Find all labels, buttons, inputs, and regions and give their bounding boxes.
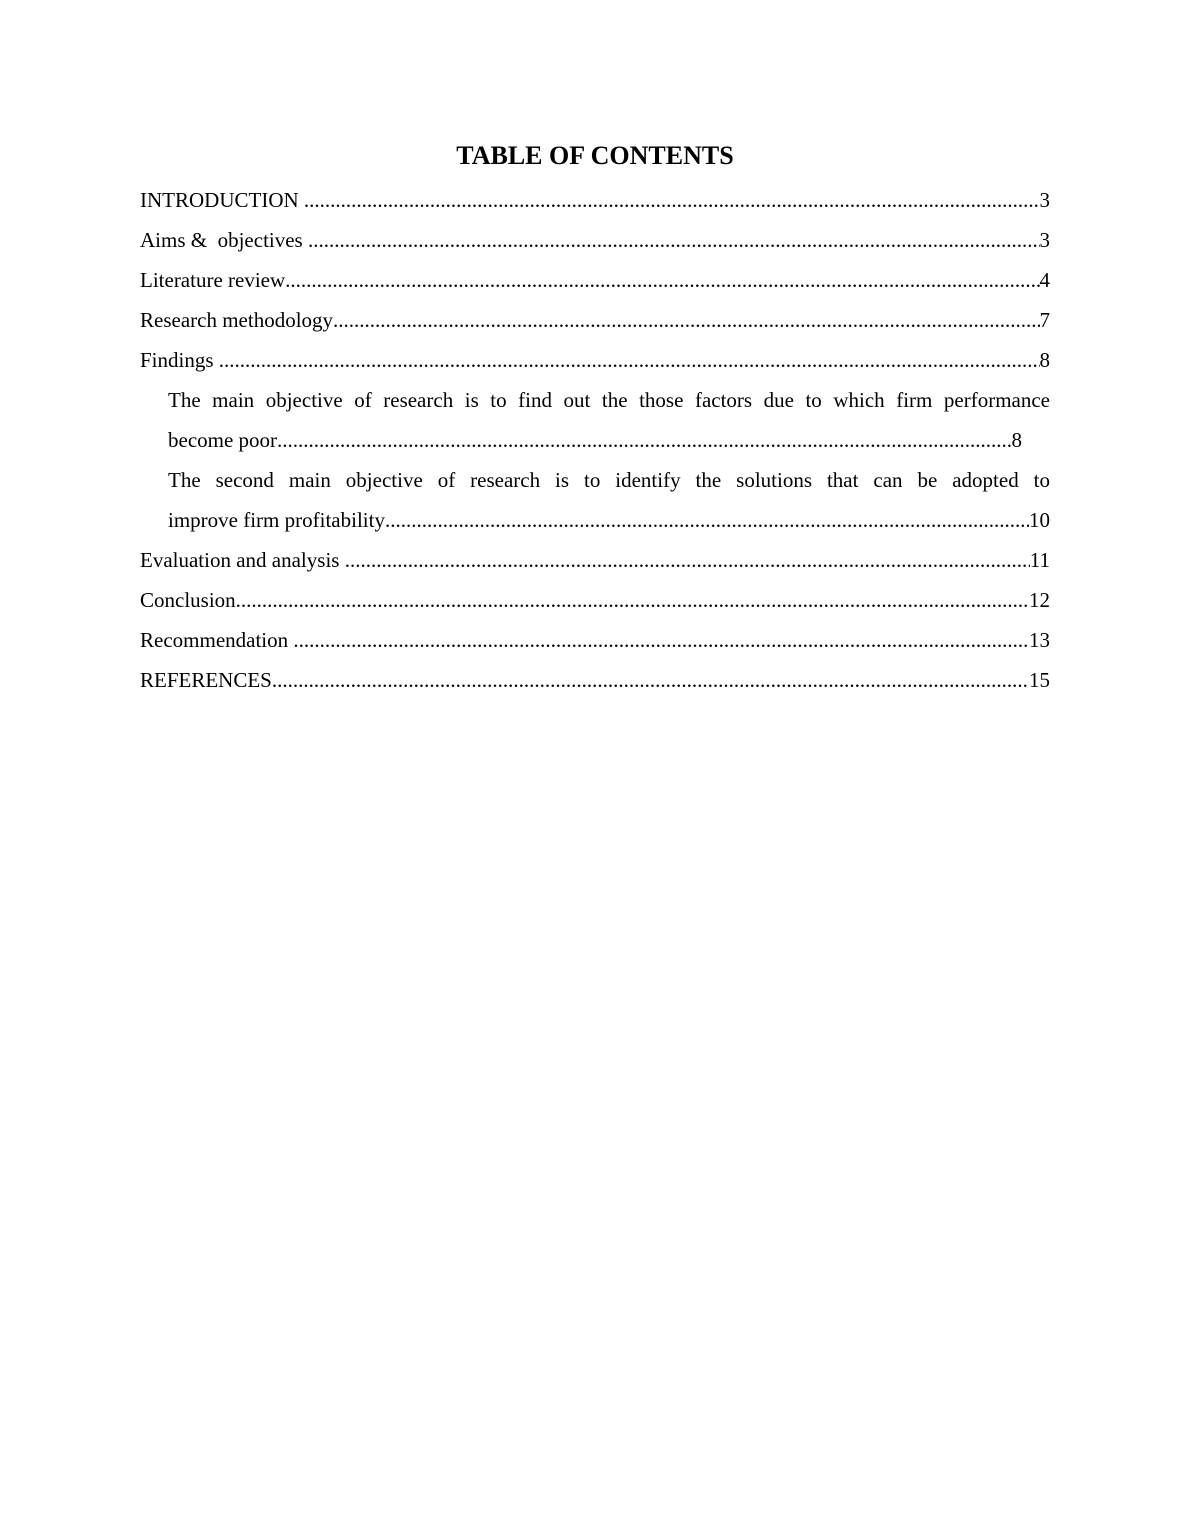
toc-entry-page: 11 bbox=[1029, 548, 1050, 572]
toc-entry-page: 4 bbox=[1039, 268, 1050, 292]
toc-entry-recommendation[interactable] bbox=[140, 620, 1050, 660]
toc-entry-label: REFERENCES bbox=[140, 668, 272, 692]
toc-entry-label: Research methodology bbox=[140, 308, 334, 332]
toc-entry-page: 12 bbox=[1029, 588, 1050, 612]
toc-subentry-text-line1: The main objective of research is to find out the those factors due to which firm performance bbox=[168, 388, 1050, 412]
toc-entry-page: 13 bbox=[1029, 628, 1050, 652]
toc-subentry-continuation bbox=[168, 420, 1022, 460]
toc-entry-label: Literature review bbox=[140, 268, 286, 292]
toc-entry-page: 7 bbox=[1039, 308, 1050, 332]
toc-entry-conclusion[interactable] bbox=[140, 580, 1050, 620]
toc-subentry-text-line2: improve firm profitability bbox=[168, 508, 385, 532]
toc-entry-references[interactable] bbox=[140, 660, 1050, 700]
toc-entry-label: Conclusion bbox=[140, 588, 236, 612]
toc-entry-evaluation-analysis[interactable] bbox=[140, 540, 1050, 580]
toc-entry-page: 15 bbox=[1029, 668, 1050, 692]
dot-leader bbox=[219, 340, 1040, 380]
toc-entry-introduction[interactable] bbox=[140, 180, 1050, 220]
toc-subentry-first-objective[interactable] bbox=[140, 380, 1050, 460]
toc-entry-label: Recommendation bbox=[140, 628, 294, 652]
dot-leader bbox=[345, 540, 1030, 580]
toc-subentry-text-line1: The second main objective of research is to identify the solutions that can be adopted to bbox=[168, 468, 1050, 492]
toc-entry-page: 3 bbox=[1039, 188, 1050, 212]
dot-leader bbox=[385, 500, 1029, 540]
toc-entry-page: 10 bbox=[1029, 508, 1050, 532]
dot-leader bbox=[304, 180, 1040, 220]
toc-entry-research-methodology[interactable] bbox=[140, 300, 1050, 340]
toc-entry-label: Aims & objectives bbox=[140, 228, 308, 252]
dot-leader bbox=[272, 660, 1029, 700]
toc-subentry-text-line2: become poor bbox=[168, 428, 278, 452]
toc-subentry-continuation bbox=[168, 500, 1050, 540]
dot-leader bbox=[236, 580, 1029, 620]
toc-entry-page: 8 bbox=[1011, 428, 1022, 452]
toc-entry-findings[interactable] bbox=[140, 340, 1050, 380]
dot-leader bbox=[308, 220, 1040, 260]
dot-leader bbox=[285, 260, 1039, 300]
toc-entry-label: INTRODUCTION bbox=[140, 188, 304, 212]
toc-entry-literature-review[interactable] bbox=[140, 260, 1050, 300]
dot-leader bbox=[333, 300, 1039, 340]
toc-entry-page: 3 bbox=[1039, 228, 1050, 252]
toc-title: TABLE OF CONTENTS bbox=[456, 141, 734, 170]
table-of-contents bbox=[140, 180, 1050, 700]
dot-leader bbox=[277, 420, 1011, 460]
toc-entry-label: Evaluation and analysis bbox=[140, 548, 345, 572]
toc-entry-label: Findings bbox=[140, 348, 219, 372]
toc-subentry-second-objective[interactable] bbox=[140, 460, 1050, 540]
dot-leader bbox=[293, 620, 1029, 660]
toc-entry-aims-objectives[interactable] bbox=[140, 220, 1050, 260]
toc-entry-page: 8 bbox=[1039, 348, 1050, 372]
